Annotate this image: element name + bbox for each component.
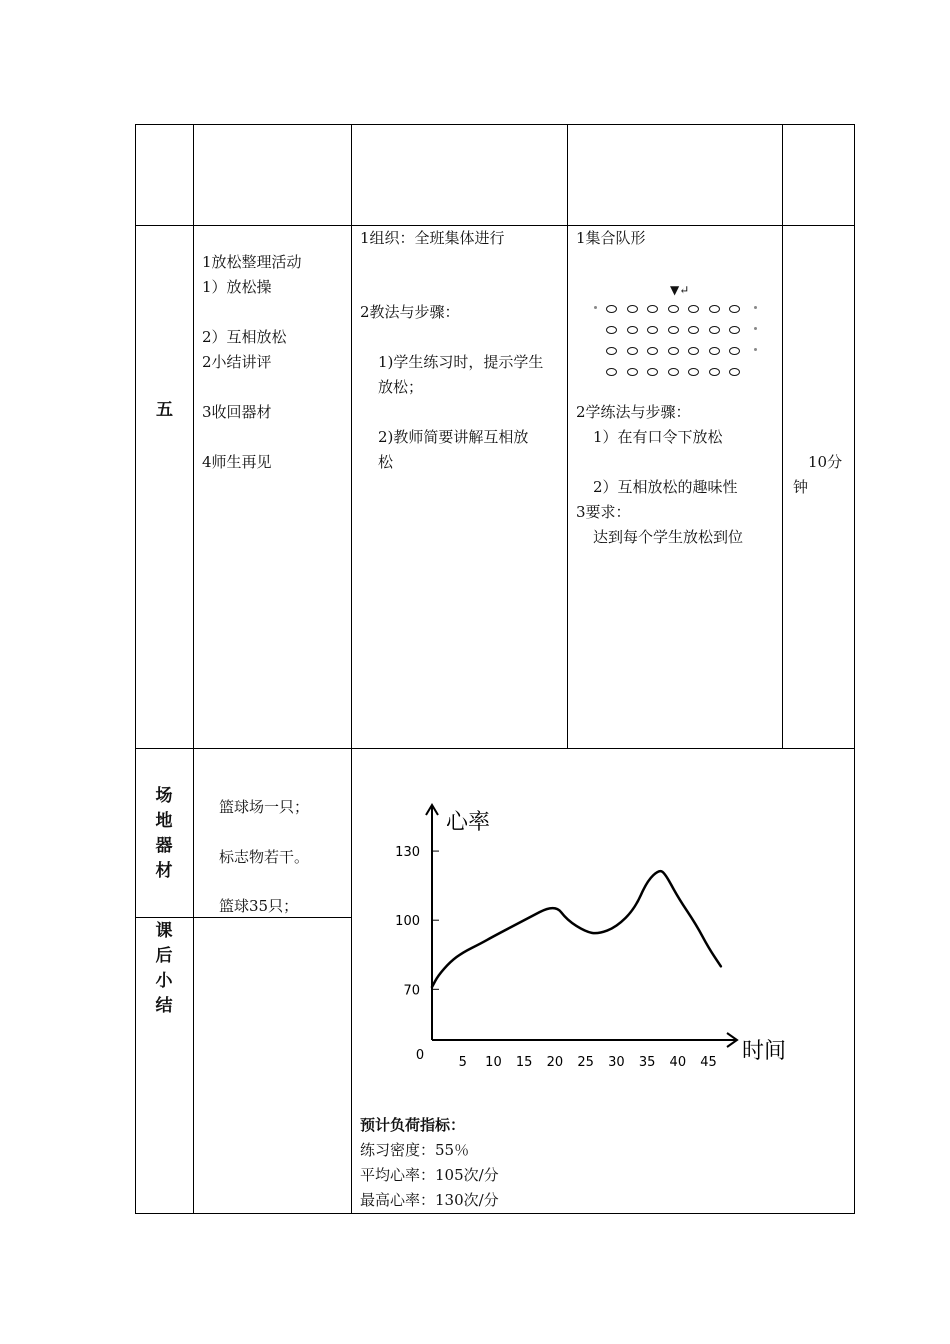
student-marker [688, 326, 699, 334]
student-item: 2学练法与步骤： [576, 403, 691, 421]
table-border-right [854, 124, 855, 1214]
time-unit: 钟 [793, 478, 809, 496]
formation-dot [594, 306, 597, 309]
student-marker [668, 347, 679, 355]
student-marker [688, 347, 699, 355]
formation-row [590, 321, 770, 342]
student-marker [729, 368, 740, 376]
section-number: 五 [156, 400, 173, 420]
x-tick-label: 25 [577, 1055, 594, 1070]
student-marker [709, 347, 720, 355]
table-border-left [135, 124, 136, 1214]
student-marker [688, 368, 699, 376]
content-item: 2小结讲评 [202, 353, 272, 371]
formation-dot [754, 348, 757, 351]
x-tick-label: 15 [515, 1055, 533, 1070]
x-tick-label: 45 [700, 1055, 717, 1070]
student-item: 达到每个学生放松到位 [593, 528, 744, 546]
heart-rate-line [432, 871, 721, 987]
student-marker [647, 347, 658, 355]
student-marker [668, 368, 679, 376]
formation-row [590, 300, 770, 321]
y-tick-label: 130 [395, 845, 420, 861]
column-divider [193, 124, 194, 1214]
student-marker [729, 347, 740, 355]
x-tick-label: 10 [485, 1055, 502, 1070]
student-item: 1集合队形 [576, 229, 646, 247]
column-divider [567, 124, 568, 748]
teacher-item: 松 [378, 453, 394, 471]
student-marker [606, 305, 617, 313]
y-tick-label: 100 [395, 914, 420, 930]
summary-label: 课后小结 [155, 921, 173, 1016]
teacher-item: 2)教师简要讲解互相放 [378, 428, 529, 446]
student-item: 3要求： [576, 503, 631, 521]
student-item: 2）互相放松的趣味性 [593, 478, 738, 496]
student-marker [647, 305, 658, 313]
equipment-label: 场地器材 [155, 786, 173, 881]
student-marker [606, 326, 617, 334]
x-tick-label: 40 [669, 1055, 687, 1070]
content-item: 3收回器材 [202, 403, 272, 421]
student-marker [627, 305, 638, 313]
content-item: 1放松整理活动 [202, 253, 302, 271]
table-border-top [135, 124, 855, 125]
load-indicators-title: 预计负荷指标： [360, 1116, 466, 1134]
table-border-bottom [135, 1213, 855, 1214]
student-marker [647, 368, 658, 376]
content-item: 2）互相放松 [202, 328, 287, 346]
student-marker [668, 326, 679, 334]
student-marker [729, 326, 740, 334]
student-marker [606, 368, 617, 376]
student-marker [729, 305, 740, 313]
max-heart-rate: 最高心率：130次/分 [360, 1191, 499, 1209]
student-marker [668, 305, 679, 313]
practice-density: 练习密度：55％ [360, 1141, 470, 1159]
x-tick-label: 0 [415, 1048, 425, 1063]
average-heart-rate: 平均心率：105次/分 [360, 1166, 499, 1184]
equipment-item: 篮球35只； [219, 897, 299, 915]
time-value: 10分 [808, 453, 843, 471]
teacher-item: 2教法与步骤： [360, 303, 460, 321]
student-marker [709, 326, 720, 334]
x-tick-label: 5 [458, 1055, 467, 1070]
x-axis-label: 时间 [742, 1039, 787, 1064]
formation-dot [754, 306, 757, 309]
heart-rate-chart [352, 749, 854, 1109]
formation-row [590, 342, 770, 363]
x-tick-label: 35 [638, 1055, 656, 1070]
x-tick-label: 30 [608, 1055, 625, 1070]
y-tick-label: 70 [403, 983, 420, 999]
teacher-position-marker: ▼↵ [670, 283, 690, 297]
teacher-item: 1组织：全班集体进行 [360, 229, 505, 247]
student-item: 1）在有口令下放松 [593, 428, 723, 446]
student-marker [709, 368, 720, 376]
equipment-item: 篮球场一只； [219, 798, 310, 816]
student-marker [627, 368, 638, 376]
student-marker [606, 347, 617, 355]
student-marker [709, 305, 720, 313]
teacher-item: 放松； [378, 378, 424, 396]
student-marker [688, 305, 699, 313]
content-item: 1）放松操 [202, 278, 272, 296]
y-axis-label: 心率 [446, 810, 491, 835]
x-tick-label: 20 [546, 1055, 564, 1070]
column-divider [782, 124, 783, 748]
student-marker [627, 347, 638, 355]
content-item: 4师生再见 [202, 453, 272, 471]
formation-row [590, 363, 770, 384]
equipment-item: 标志物若干。 [219, 848, 310, 866]
teacher-item: 1)学生练习时，提示学生 [378, 353, 544, 371]
student-marker [647, 326, 658, 334]
student-formation [590, 300, 770, 384]
student-marker [627, 326, 638, 334]
formation-dot [754, 327, 757, 330]
